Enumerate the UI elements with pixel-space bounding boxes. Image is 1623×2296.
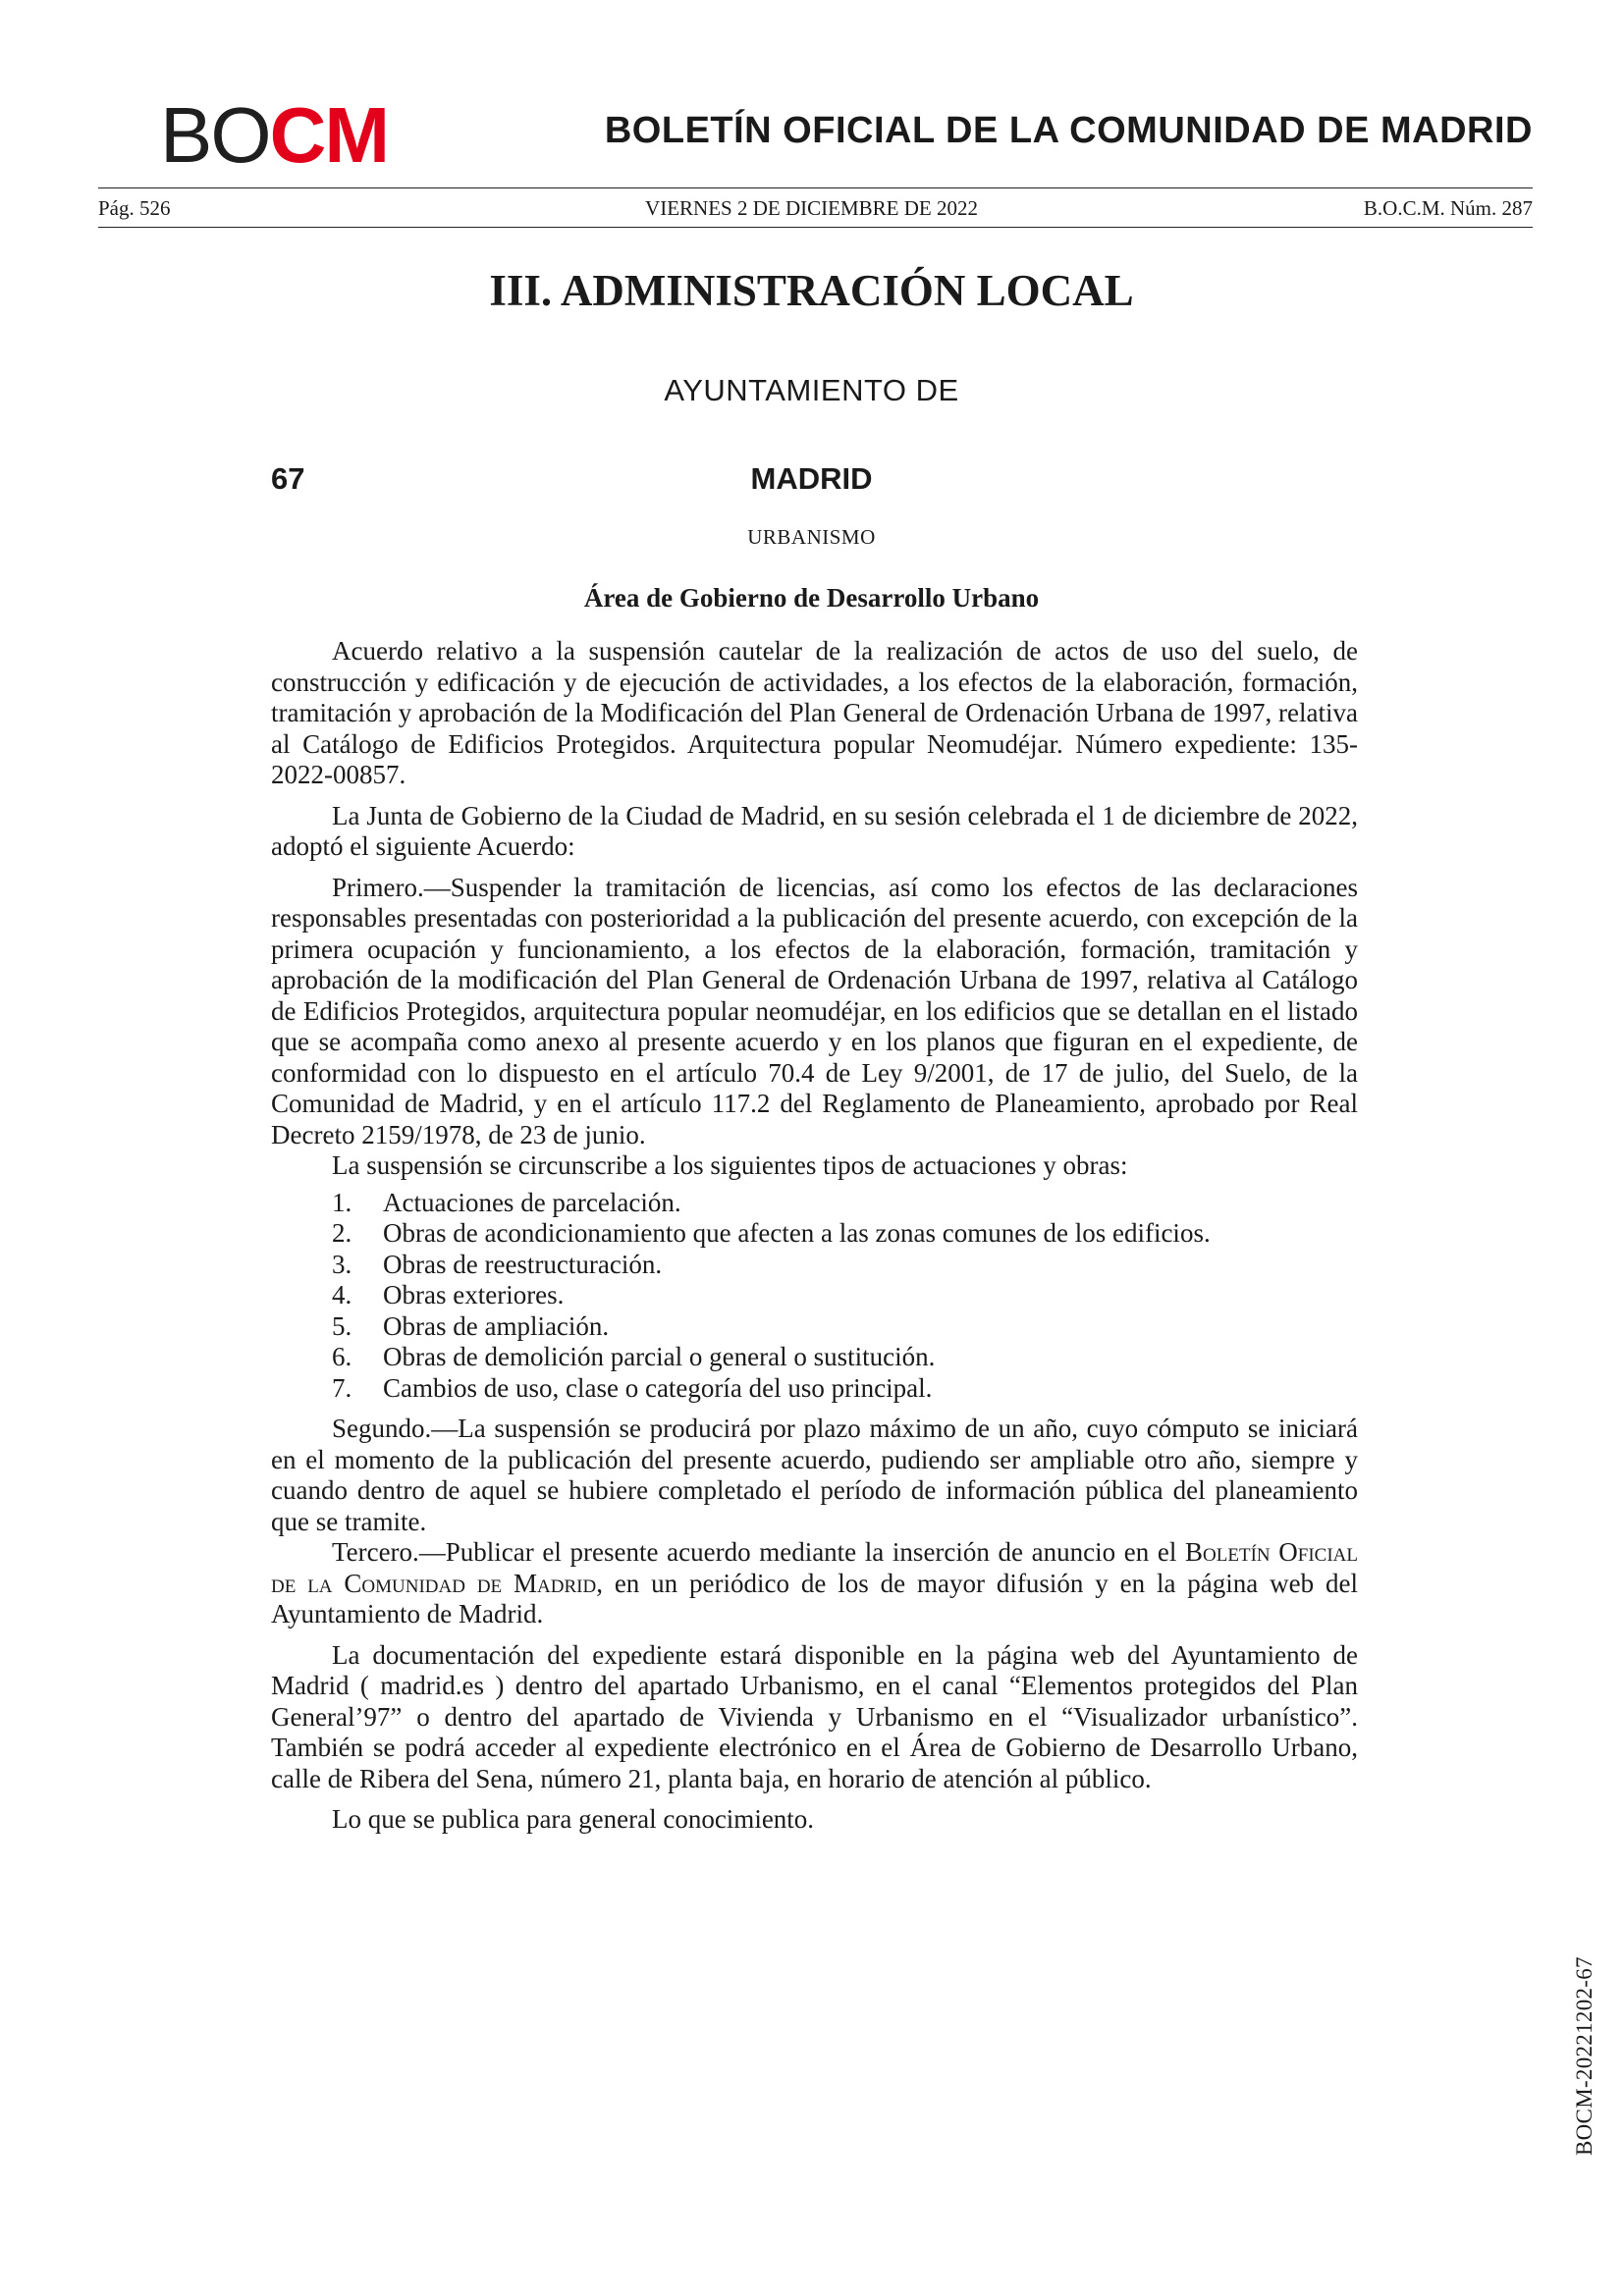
page-number: Pág. 526 [98,196,171,220]
paragraph-segundo: Segundo.—La suspensión se producirá por plazo máximo de un año, cuyo cómputo se iniciará en el momento de la publicación del presente acuerdo, pudiendo ser ampliable otro año, siempre y cuando dentro de aquel se hubiere completado el período de información pública del planeamiento que se tramite. [271,1414,1358,1536]
paragraph-suspension-intro: La suspensión se circunscribe a los siguientes tipos de actuaciones y obras: [332,1150,1128,1180]
list-item [271,1218,1358,1250]
list-item-text: Obras de demolición parcial o general o sustitución. [383,1342,936,1371]
issue-date: VIERNES 2 DE DICIEMBRE DE 2022 [645,196,978,220]
ayuntamiento-heading: AYUNTAMIENTO DE [664,373,959,407]
list-item-text: Obras de ampliación. [383,1310,610,1341]
masthead-title: BOLETÍN OFICIAL DE LA COMUNIDAD DE MADRID [604,110,1533,151]
header-rule-top [98,187,1533,188]
logo-cm: CM [269,91,389,179]
list-item-number: 5. [332,1310,352,1341]
topic-heading: URBANISMO [747,525,876,549]
issue-number: B.O.C.M. Núm. 287 [1363,196,1533,220]
list-item-text: Actuaciones de parcelación. [383,1187,681,1217]
list-item-text: Obras de acondicionamiento que afecten a las zonas comunes de los edificios. [383,1218,1211,1248]
bocm-name-smallcaps: Boletín Oficial de la Comunidad de Madrid [271,1537,1358,1598]
paragraph-cierre: Lo que se publica para general conocimiento. [332,1804,815,1834]
paragraph-junta: La Junta de Gobierno de la Ciudad de Madrid, en su sesión celebrada el 1 de diciembre de 2022, adoptó el siguiente Acuerdo: [271,800,1358,861]
document-body [271,636,1358,1845]
municipality-heading: MADRID [750,461,873,496]
list-item-number: 7. [332,1372,352,1403]
list-item [271,1311,1358,1343]
list-item [271,1188,1358,1219]
list-item-text: Obras exteriores. [383,1280,565,1309]
entry-number: 67 [271,461,305,496]
logo-bo: BO [160,91,270,179]
list-item [271,1280,1358,1311]
list-item-number: 6. [332,1342,352,1371]
area-heading: Área de Gobierno de Desarrollo Urbano [583,583,1040,613]
bocm-logo [160,91,389,179]
bocm-side-code: BOCM-20221202-67 [1572,1956,1596,2156]
list-item-text: Obras de reestructuración. [383,1249,663,1279]
list-item-text: Cambios de uso, clase o categoría del uso principal. [383,1372,933,1403]
tercero-text-start: Tercero.—Publicar el presente acuerdo mediante la inserción de anuncio en el [332,1537,1186,1567]
paragraph-primero: Primero.—Suspender la tramitación de licencias, así como los efectos de las declaraciones responsables presentadas con posterioridad a la publicación del presente acuerdo, con excepción de la primera ocupación y funcionamiento, a los efectos de la elaboración, formación, tramitación y aprobación de la modificación del Plan General de Ordenación Urbana de 1997, relativa al Catálogo de Edificios Protegidos, arquitectura popular neomudéjar, en los edificios que se detallan en el listado que se acompaña como anexo al presente acuerdo y en los planos que figuran en el expediente, de conformidad con lo dispuesto en el artículo 70.4 de Ley 9/2001, de 17 de julio, del Suelo, de la Comunidad de Madrid, y en el artículo 117.2 del Reglamento de Planeamiento, aprobado por Real Decreto 2159/1978, de 23 de junio. [271,872,1358,1149]
section-title: III. ADMINISTRACIÓN LOCAL [489,266,1134,315]
header-rule-bottom [98,227,1533,228]
tercero-text-end: , en un periódico de los de mayor difusión y en la página web del Ayuntamiento de Madrid. [271,1568,1358,1629]
list-item-number: 2. [332,1218,352,1248]
list-item [271,1373,1358,1405]
list-item-number: 4. [332,1280,352,1309]
paragraph-intro: Acuerdo relativo a la suspensión cautelar de la realización de actos de uso del suelo, de construcción y edificación y de ejecución de actividades, a los efectos de la elaboración, formación, tramitación y aprobación de la Modificación del Plan General de Ordenación Urbana de 1997, relativa al Catálogo de Edificios Protegidos. Arquitectura popular Neomudéjar. Número expediente: 135-2022-00857. [271,636,1358,789]
paragraph-documentacion: La documentación del expediente estará disponible en la página web del Ayuntamiento de Madrid ( madrid.es ) dentro del apartado Urbanismo, en el canal “Elementos protegidos del Plan General’97” o dentro del apartado de Vivienda y Urbanismo en el “Visualizador urbanístico”. También se podrá acceder al expediente electrónico en el Área de Gobierno de Desarrollo Urbano, calle de Ribera del Sena, número 21, planta baja, en horario de atención al público. [271,1639,1358,1793]
paragraph-tercero [271,1537,1358,1630]
list-item [271,1250,1358,1281]
actuaciones-list [271,1188,1358,1405]
list-item-number: 1. [332,1187,352,1217]
list-item-number: 3. [332,1249,352,1279]
list-item [271,1342,1358,1373]
